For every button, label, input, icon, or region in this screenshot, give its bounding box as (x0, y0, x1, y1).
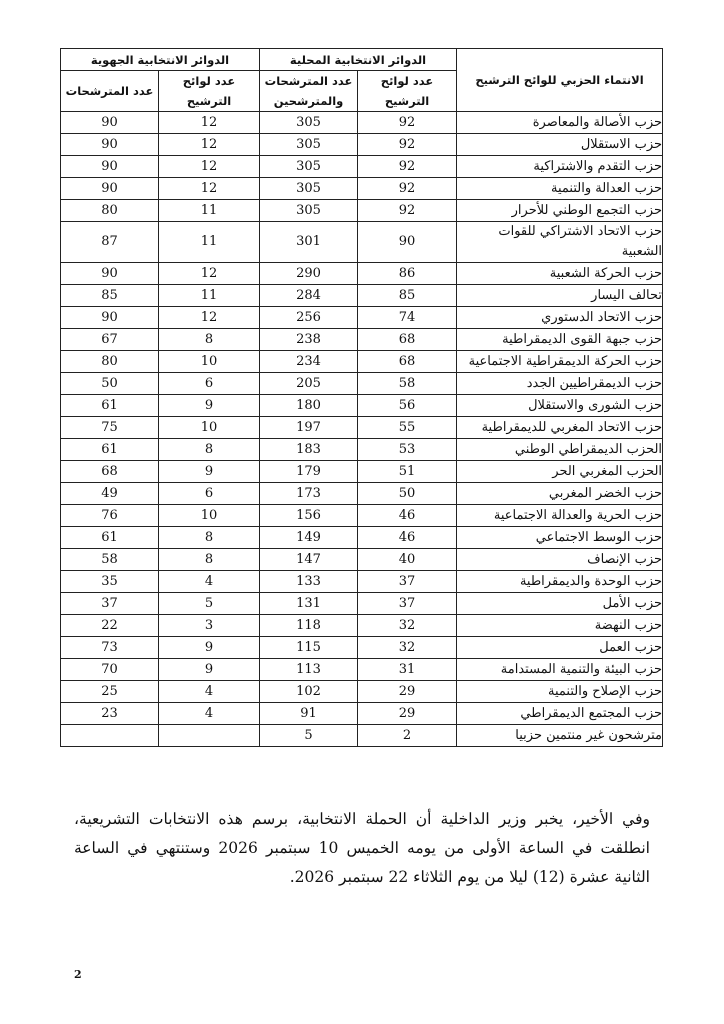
header-local-lists: عدد لوائح الترشيح (358, 71, 457, 112)
regional-lists-cell: 9 (159, 659, 260, 681)
regional-lists-cell: 12 (159, 134, 260, 156)
table-row (61, 134, 663, 156)
table-row (61, 549, 663, 571)
local-lists-cell: 40 (358, 549, 457, 571)
table-row (61, 615, 663, 637)
regional-candidates-cell: 22 (61, 615, 159, 637)
regional-lists-cell: 10 (159, 505, 260, 527)
local-lists-cell: 37 (358, 571, 457, 593)
header-regional-candidates: عدد المترشحات (61, 71, 159, 112)
local-candidates-cell: 118 (260, 615, 358, 637)
local-lists-cell: 58 (358, 373, 457, 395)
local-lists-cell: 2 (358, 725, 457, 747)
regional-candidates-cell: 90 (61, 263, 159, 285)
table-row (61, 307, 663, 329)
party-cell: الحزب الديمقراطي الوطني (457, 439, 663, 461)
regional-lists-cell: 9 (159, 395, 260, 417)
local-lists-cell: 32 (358, 637, 457, 659)
regional-lists-cell: 6 (159, 483, 260, 505)
party-cell: حزب الاتحاد المغربي للديمقراطية (457, 417, 663, 439)
table-row (61, 527, 663, 549)
local-candidates-cell: 305 (260, 112, 358, 134)
regional-candidates-cell: 75 (61, 417, 159, 439)
local-candidates-cell: 115 (260, 637, 358, 659)
regional-lists-cell: 11 (159, 222, 260, 263)
regional-candidates-cell: 73 (61, 637, 159, 659)
regional-lists-cell (159, 725, 260, 747)
regional-lists-cell: 4 (159, 703, 260, 725)
local-candidates-cell: 131 (260, 593, 358, 615)
regional-lists-cell: 8 (159, 439, 260, 461)
regional-lists-cell: 12 (159, 263, 260, 285)
local-candidates-cell: 284 (260, 285, 358, 307)
table-row (61, 725, 663, 747)
table-row (61, 637, 663, 659)
table-row (61, 461, 663, 483)
table-row (61, 659, 663, 681)
header-local-candidates: عدد المترشحات والمترشحين (260, 71, 358, 112)
header-party: الانتماء الحزبي للوائح الترشيح (457, 49, 663, 112)
party-cell: حزب الحركة الديمقراطية الاجتماعية (457, 351, 663, 373)
regional-candidates-cell: 70 (61, 659, 159, 681)
party-cell: مترشحون غير منتمين حزبيا (457, 725, 663, 747)
local-candidates-cell: 133 (260, 571, 358, 593)
local-lists-cell: 51 (358, 461, 457, 483)
local-lists-cell: 29 (358, 681, 457, 703)
local-lists-cell: 31 (358, 659, 457, 681)
table-row (61, 483, 663, 505)
regional-candidates-cell: 90 (61, 178, 159, 200)
local-lists-cell: 50 (358, 483, 457, 505)
regional-candidates-cell: 76 (61, 505, 159, 527)
table-row (61, 200, 663, 222)
party-cell: حزب التجمع الوطني للأحرار (457, 200, 663, 222)
regional-candidates-cell: 23 (61, 703, 159, 725)
local-candidates-cell: 305 (260, 178, 358, 200)
table-row (61, 285, 663, 307)
local-lists-cell: 92 (358, 178, 457, 200)
party-cell: حزب الديمقراطيين الجدد (457, 373, 663, 395)
regional-candidates-cell: 37 (61, 593, 159, 615)
regional-lists-cell: 12 (159, 112, 260, 134)
local-candidates-cell: 183 (260, 439, 358, 461)
regional-lists-cell: 8 (159, 527, 260, 549)
regional-lists-cell: 9 (159, 637, 260, 659)
local-candidates-cell: 173 (260, 483, 358, 505)
regional-lists-cell: 8 (159, 549, 260, 571)
local-lists-cell: 37 (358, 593, 457, 615)
party-cell: حزب الاتحاد الدستوري (457, 307, 663, 329)
local-lists-cell: 90 (358, 222, 457, 263)
table-row (61, 703, 663, 725)
regional-lists-cell: 9 (159, 461, 260, 483)
regional-lists-cell: 10 (159, 351, 260, 373)
party-cell: حزب الأصالة والمعاصرة (457, 112, 663, 134)
regional-candidates-cell: 87 (61, 222, 159, 263)
regional-lists-cell: 12 (159, 178, 260, 200)
party-cell: حزب النهضة (457, 615, 663, 637)
regional-candidates-cell: 61 (61, 395, 159, 417)
table-row (61, 571, 663, 593)
regional-lists-cell: 6 (159, 373, 260, 395)
regional-candidates-cell: 49 (61, 483, 159, 505)
table-body (61, 112, 663, 747)
regional-lists-cell: 10 (159, 417, 260, 439)
local-candidates-cell: 5 (260, 725, 358, 747)
party-cell: حزب الإنصاف (457, 549, 663, 571)
regional-candidates-cell: 85 (61, 285, 159, 307)
local-lists-cell: 92 (358, 112, 457, 134)
regional-lists-cell: 4 (159, 681, 260, 703)
regional-candidates-cell: 61 (61, 439, 159, 461)
table-row (61, 681, 663, 703)
local-candidates-cell: 305 (260, 200, 358, 222)
regional-candidates-cell: 90 (61, 112, 159, 134)
local-lists-cell: 92 (358, 156, 457, 178)
page-number: 2 (74, 968, 82, 981)
regional-lists-cell: 12 (159, 156, 260, 178)
party-cell: حزب العدالة والتنمية (457, 178, 663, 200)
party-cell: حزب البيئة والتنمية المستدامة (457, 659, 663, 681)
local-candidates-cell: 180 (260, 395, 358, 417)
party-cell: حزب الخضر المغربي (457, 483, 663, 505)
header-regional-lists: عدد لوائح الترشيح (159, 71, 260, 112)
regional-candidates-cell: 90 (61, 307, 159, 329)
regional-lists-cell: 5 (159, 593, 260, 615)
local-candidates-cell: 156 (260, 505, 358, 527)
party-cell: حزب الحركة الشعبية (457, 263, 663, 285)
local-candidates-cell: 238 (260, 329, 358, 351)
table-row (61, 439, 663, 461)
party-cell: حزب الوحدة والديمقراطية (457, 571, 663, 593)
table-row (61, 351, 663, 373)
regional-candidates-cell: 50 (61, 373, 159, 395)
regional-candidates-cell: 58 (61, 549, 159, 571)
local-candidates-cell: 234 (260, 351, 358, 373)
party-cell: حزب التقدم والاشتراكية (457, 156, 663, 178)
local-candidates-cell: 305 (260, 156, 358, 178)
party-cell: حزب الإصلاح والتنمية (457, 681, 663, 703)
table-row (61, 373, 663, 395)
regional-lists-cell: 11 (159, 285, 260, 307)
local-lists-cell: 29 (358, 703, 457, 725)
candidates-table (60, 48, 663, 747)
table-row (61, 329, 663, 351)
local-candidates-cell: 305 (260, 134, 358, 156)
table-row (61, 395, 663, 417)
table-row (61, 263, 663, 285)
header-local-group: الدوائر الانتخابية المحلية (260, 49, 457, 71)
local-candidates-cell: 113 (260, 659, 358, 681)
regional-candidates-cell: 80 (61, 351, 159, 373)
local-candidates-cell: 205 (260, 373, 358, 395)
header-regional-group: الدوائر الانتخابية الجهوية (61, 49, 260, 71)
table-row (61, 593, 663, 615)
party-cell: الحزب المغربي الحر (457, 461, 663, 483)
regional-lists-cell: 4 (159, 571, 260, 593)
table-row (61, 505, 663, 527)
local-candidates-cell: 256 (260, 307, 358, 329)
table-row (61, 222, 663, 263)
regional-candidates-cell: 90 (61, 156, 159, 178)
local-lists-cell: 68 (358, 329, 457, 351)
local-candidates-cell: 301 (260, 222, 358, 263)
local-lists-cell: 92 (358, 134, 457, 156)
local-candidates-cell: 147 (260, 549, 358, 571)
local-lists-cell: 92 (358, 200, 457, 222)
local-lists-cell: 53 (358, 439, 457, 461)
local-lists-cell: 86 (358, 263, 457, 285)
table-row (61, 112, 663, 134)
regional-candidates-cell: 67 (61, 329, 159, 351)
regional-candidates-cell: 68 (61, 461, 159, 483)
table-row (61, 178, 663, 200)
party-cell: تحالف اليسار (457, 285, 663, 307)
regional-lists-cell: 12 (159, 307, 260, 329)
local-candidates-cell: 91 (260, 703, 358, 725)
local-candidates-cell: 149 (260, 527, 358, 549)
local-lists-cell: 85 (358, 285, 457, 307)
local-lists-cell: 68 (358, 351, 457, 373)
local-lists-cell: 55 (358, 417, 457, 439)
regional-lists-cell: 11 (159, 200, 260, 222)
regional-candidates-cell: 35 (61, 571, 159, 593)
local-lists-cell: 74 (358, 307, 457, 329)
local-lists-cell: 46 (358, 527, 457, 549)
party-cell: حزب العمل (457, 637, 663, 659)
party-cell: حزب المجتمع الديمقراطي (457, 703, 663, 725)
closing-paragraph: وفي الأخير، يخبر وزير الداخلية أن الحملة الانتخابية، برسم هذه الانتخابات التشريعية، انطلقت في الساعة الأولى من يومه الخميس 10 سبتمبر 2026 وستنتهي في الساعة الثانية عشرة (12) ليلا من يوم الثلاثاء 22 سبتمبر 2026. (74, 809, 650, 886)
party-cell: حزب جبهة القوى الديمقراطية (457, 329, 663, 351)
table-row (61, 417, 663, 439)
regional-candidates-cell (61, 725, 159, 747)
local-lists-cell: 56 (358, 395, 457, 417)
local-candidates-cell: 197 (260, 417, 358, 439)
regional-lists-cell: 3 (159, 615, 260, 637)
regional-candidates-cell: 90 (61, 134, 159, 156)
regional-candidates-cell: 80 (61, 200, 159, 222)
regional-candidates-cell: 25 (61, 681, 159, 703)
party-cell: حزب الاتحاد الاشتراكي للقوات الشعبية (457, 222, 663, 263)
party-cell: حزب الاستقلال (457, 134, 663, 156)
local-lists-cell: 46 (358, 505, 457, 527)
party-cell: حزب الوسط الاجتماعي (457, 527, 663, 549)
table-row (61, 156, 663, 178)
local-candidates-cell: 179 (260, 461, 358, 483)
regional-candidates-cell: 61 (61, 527, 159, 549)
local-candidates-cell: 290 (260, 263, 358, 285)
party-cell: حزب الحرية والعدالة الاجتماعية (457, 505, 663, 527)
party-cell: حزب الأمل (457, 593, 663, 615)
local-lists-cell: 32 (358, 615, 457, 637)
local-candidates-cell: 102 (260, 681, 358, 703)
regional-lists-cell: 8 (159, 329, 260, 351)
party-cell: حزب الشورى والاستقلال (457, 395, 663, 417)
